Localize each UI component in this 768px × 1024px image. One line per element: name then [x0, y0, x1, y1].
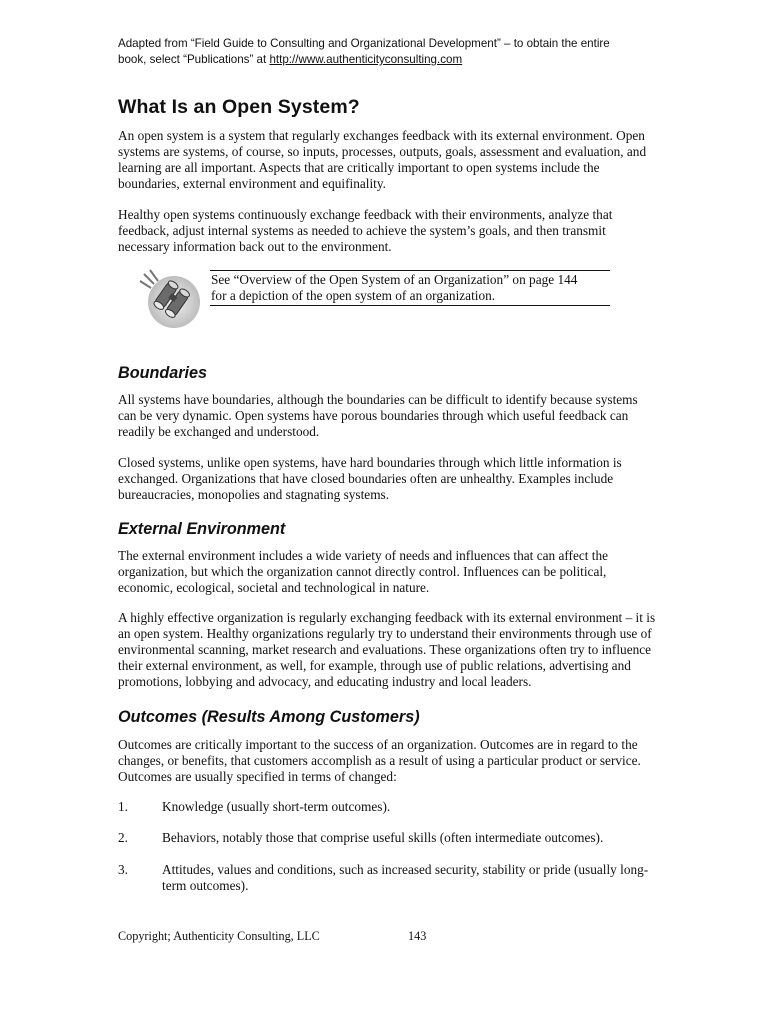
header-note: [118, 36, 658, 68]
callout-bottom-rule: [210, 305, 610, 306]
page-title: What Is an Open System?: [118, 96, 360, 118]
list-item-text: Knowledge (usually short-term outcomes).: [162, 799, 391, 814]
list-item-number: 2.: [118, 830, 128, 845]
section-heading-external-environment: External Environment: [118, 520, 286, 538]
list-item-text: Behaviors, notably those that comprise useful skills (often intermediate outcomes).: [162, 830, 604, 845]
intro-paragraph-2: Healthy open systems continuously exchange feedback with their environments, analyze that feedback, adjust internal systems as needed to achieve the system’s goals, and then transmit necessary information back out to the environment.: [118, 207, 613, 254]
callout-line-1: See “Overview of the Open System of an Organization” on page 144: [211, 272, 578, 287]
callout-text: [211, 272, 611, 304]
binoculars-icon: [138, 266, 202, 330]
list-item-number: 3.: [118, 862, 128, 877]
external-paragraph-1: The external environment includes a wide variety of needs and influences that can affect the organization, but which the organization cannot directly control. Influences can be political, economic, ecological, societal and technological in nature.: [118, 548, 609, 595]
intro-paragraph-1: An open system is a system that regularly exchanges feedback with its external environment. Open systems are systems, of course, so inputs, processes, outputs, goals, assessment and evaluation, and learning are all important. Aspects that are critically important to open systems include the boundaries, external environment and equifinality.: [118, 128, 647, 191]
page-number: 143: [408, 929, 427, 943]
list-item-number: 1.: [118, 799, 128, 814]
page-footer: [118, 929, 658, 944]
list-item-text: Attitudes, values and conditions, such as increased security, stability or pride (usually long-term outcomes).: [162, 862, 649, 893]
callout-line-2: for a depiction of the open system of an organization.: [211, 288, 496, 303]
footer-copyright: Copyright; Authenticity Consulting, LLC: [118, 929, 320, 943]
boundaries-paragraph-1: All systems have boundaries, although the boundaries can be difficult to identify because systems can be very dynamic. Open systems have porous boundaries through which useful feedback can readily be exchanged and understood.: [118, 392, 638, 439]
header-note-prefix: book, select “Publications” at: [118, 53, 270, 66]
section-heading-outcomes: Outcomes (Results Among Customers): [118, 708, 420, 726]
external-paragraph-2: A highly effective organization is regularly exchanging feedback with its external environment – it is an open system. Healthy organizations regularly try to understand their environments through use of environmental scanning, market research and evaluations. These organizations often try to influence their external environment, as well, for example, through use of public relations, advertising and promotions, lobbying and advocacy, and educating industry and local leaders.: [118, 610, 656, 689]
outcomes-paragraph-1: Outcomes are critically important to the success of an organization. Outcomes are in regard to the changes, or benefits, that customers accomplish as a result of using a particular product or service. Outcomes are usually specified in terms of changed:: [118, 737, 641, 784]
header-note-line1: Adapted from “Field Guide to Consulting and Organizational Development” – to obtain the entire: [118, 37, 610, 50]
publications-link[interactable]: http://www.authenticityconsulting.com: [269, 53, 463, 66]
header-note-line2: [118, 52, 658, 68]
callout-top-rule: [210, 270, 610, 271]
boundaries-paragraph-2: Closed systems, unlike open systems, have hard boundaries through which little information is exchanged. Organizations that have closed boundaries often are unhealthy. Examples include bureaucracies, monopolies and stagnating systems.: [118, 455, 622, 502]
section-heading-boundaries: Boundaries: [118, 364, 208, 382]
